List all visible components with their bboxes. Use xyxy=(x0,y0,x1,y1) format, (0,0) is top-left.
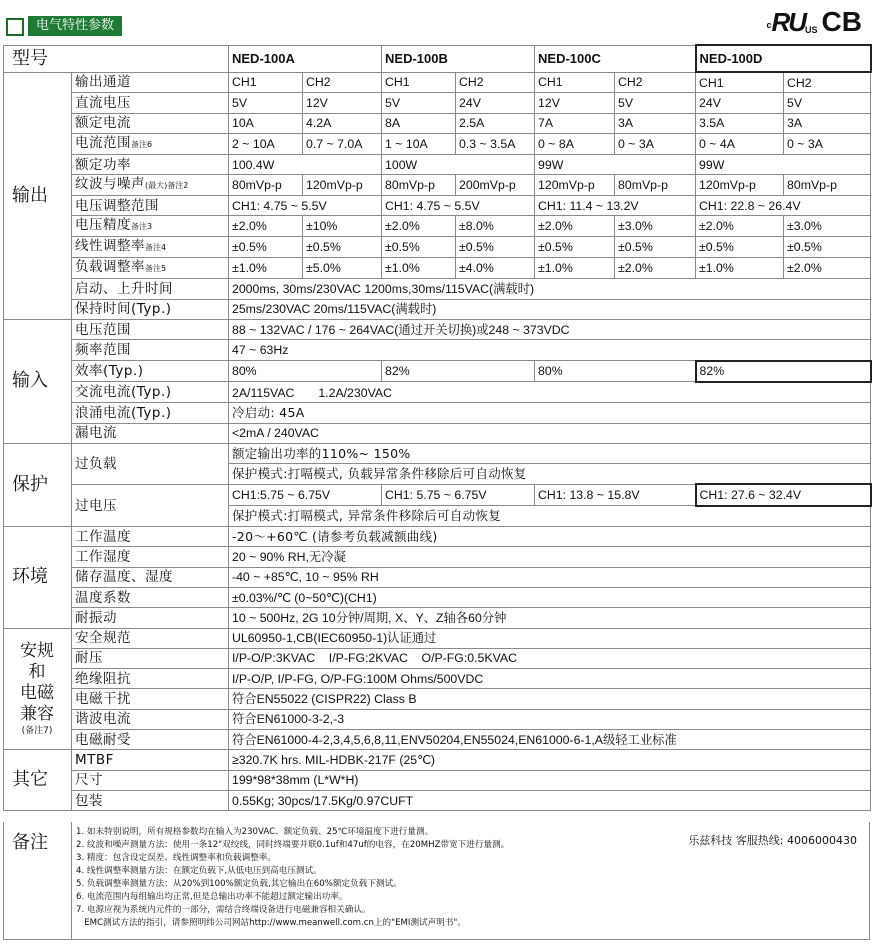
cell: ±0.5% xyxy=(535,237,615,258)
row-label: 尺寸 xyxy=(72,770,229,790)
row-label: 包装 xyxy=(72,790,229,810)
cell: 47 ~ 63Hz xyxy=(229,340,871,361)
table-row xyxy=(4,423,871,443)
table-row xyxy=(4,196,871,216)
row-label: 工作湿度 xyxy=(72,547,229,567)
cell: ±3.0% xyxy=(784,216,871,237)
row-label: 频率范围 xyxy=(72,340,229,361)
cell: 24V xyxy=(456,93,535,113)
table-row xyxy=(4,648,871,668)
cell: 80% xyxy=(535,361,696,382)
table-row xyxy=(4,175,871,196)
model-d: NED-100D xyxy=(696,45,871,72)
table-row xyxy=(4,527,871,547)
cell: 82% xyxy=(696,361,871,382)
table-row xyxy=(4,258,871,279)
cell: ≥320.7K hrs. MIL-HDBK-217F (25℃) xyxy=(229,750,871,770)
note-item: 6. 电流范围内每组输出均正常,但是总输出功率不能超过额定输出功率。 xyxy=(76,892,348,902)
label-text: 负载调整率 xyxy=(75,259,145,276)
cell: 符合EN61000-4-2,3,4,5,6,8,11,ENV50204,EN55024,EN61000-6-1,A级轻工业标准 xyxy=(229,730,871,750)
cell: 80mVp-p xyxy=(784,175,871,196)
note-item: 5. 负载调整率测量方法：从20%到100%额定负载,其它输出在60%额定负载下测试。 xyxy=(76,879,402,889)
cell: 0.55Kg; 30pcs/17.5Kg/0.97CUFT xyxy=(229,790,871,810)
cell: 12V xyxy=(303,93,382,113)
cell: CH1: 4.75 ~ 5.5V xyxy=(382,196,535,216)
cell: CH1: 5.75 ~ 6.75V xyxy=(382,484,535,505)
cell: ±2.0% xyxy=(784,258,871,279)
note-ref: 备注3 xyxy=(131,222,153,232)
cell: -40 ~ +85℃, 10 ~ 95% RH xyxy=(229,567,871,587)
cell: ±3.0% xyxy=(615,216,696,237)
cell: 3A xyxy=(615,113,696,133)
table-row xyxy=(4,113,871,133)
table-row xyxy=(4,403,871,423)
row-label: 安全规范 xyxy=(72,628,229,648)
table-row xyxy=(4,133,871,154)
section-title: 电气特性参数 xyxy=(28,16,122,36)
model-b: NED-100B xyxy=(382,45,535,72)
cell: ±0.5% xyxy=(696,237,784,258)
note-item: 2. 纹波和噪声测量方法：使用一条12"双绞线，同时终端要并联0.1uf和47uf的电容，在20MHZ带宽下进行量测。 xyxy=(76,840,510,850)
cell: 5V xyxy=(229,93,303,113)
cell: ±0.03%/℃ (0~50℃)(CH1) xyxy=(229,587,871,607)
model-c: NED-100C xyxy=(535,45,696,72)
cell: 99W xyxy=(535,154,696,174)
model-label: 型号 xyxy=(4,45,229,72)
cell: CH1 xyxy=(382,72,456,93)
table-row xyxy=(4,689,871,709)
cert-logos xyxy=(766,6,862,38)
table-row xyxy=(4,320,871,340)
cell: 2.5A xyxy=(456,113,535,133)
cat-safety-line: 安规 xyxy=(20,640,54,661)
table-row xyxy=(4,730,871,750)
cell: 7A xyxy=(535,113,615,133)
cb-logo: CB xyxy=(821,6,862,37)
cell: 10 ~ 500Hz, 2G 10分钟/周期, X、Y、Z轴各60分钟 xyxy=(229,608,871,628)
row-label: 浪涌电流(Typ.) xyxy=(72,403,229,423)
cell: 200mVp-p xyxy=(456,175,535,196)
cell: 100W xyxy=(382,154,535,174)
note-item: 4. 线性调整率测量方法：在额定负载下,从低电压到高电压测试。 xyxy=(76,866,322,876)
cell: 0.7 ~ 7.0A xyxy=(303,133,382,154)
cell: 2A/115VAC 1.2A/230VAC xyxy=(229,382,871,403)
row-label: 效率(Typ.) xyxy=(72,361,229,382)
table-row xyxy=(4,237,871,258)
cell: 120mVp-p xyxy=(303,175,382,196)
model-a: NED-100A xyxy=(229,45,382,72)
cell: CH1: 13.8 ~ 15.8V xyxy=(535,484,696,505)
cell: 3.5A xyxy=(696,113,784,133)
notes-list xyxy=(76,826,509,930)
cell: 12V xyxy=(535,93,615,113)
cell: 5V xyxy=(784,93,871,113)
cell: ±2.0% xyxy=(696,216,784,237)
ul-logo: RU xyxy=(771,7,806,37)
notes-section xyxy=(3,822,870,940)
row-label xyxy=(72,133,229,154)
row-label: 电压调整范围 xyxy=(72,196,229,216)
row-label: 输出通道 xyxy=(72,72,229,93)
cell: CH1:5.75 ~ 6.75V xyxy=(229,484,382,505)
cell: 120mVp-p xyxy=(696,175,784,196)
cell: ±0.5% xyxy=(229,237,303,258)
cell: ±1.0% xyxy=(382,258,456,279)
cell: ±0.5% xyxy=(456,237,535,258)
cell: 0 ~ 3A xyxy=(615,133,696,154)
cell: 10A xyxy=(229,113,303,133)
cat-notes: 备注 xyxy=(4,822,72,939)
cell: 符合EN61000-3-2,-3 xyxy=(229,709,871,729)
note-item: EMC测试方法的指引，请参照明纬公司网站http://www.meanwell.com.cn上的"EMI测试声明书"。 xyxy=(76,918,466,928)
table-row xyxy=(4,669,871,689)
cell: ±1.0% xyxy=(696,258,784,279)
cell: 0 ~ 4A xyxy=(696,133,784,154)
row-label xyxy=(72,175,229,196)
table-row xyxy=(4,567,871,587)
row-label xyxy=(72,237,229,258)
table-row xyxy=(4,216,871,237)
note-ref: (最大)备注2 xyxy=(145,181,189,191)
cell: 99W xyxy=(696,154,871,174)
cell: 82% xyxy=(382,361,535,382)
row-label: 耐压 xyxy=(72,648,229,668)
cell: CH1 xyxy=(535,72,615,93)
row-label: 过负载 xyxy=(72,443,229,484)
cell: CH2 xyxy=(784,72,871,93)
table-row xyxy=(4,361,871,382)
cell: ±0.5% xyxy=(382,237,456,258)
cell: CH2 xyxy=(456,72,535,93)
cell: 保护模式:打嗝模式, 负载异常条件移除后可自动恢复 xyxy=(229,464,871,485)
note-ref: 备注6 xyxy=(131,139,153,149)
cell: ±2.0% xyxy=(382,216,456,237)
cell: ±5.0% xyxy=(303,258,382,279)
row-label: 电压范围 xyxy=(72,320,229,340)
model-row xyxy=(4,45,871,72)
note-ref: 备注4 xyxy=(145,243,167,253)
cat-input: 输入 xyxy=(4,320,72,444)
section-header xyxy=(3,16,122,38)
row-label: 储存温度、湿度 xyxy=(72,567,229,587)
cell: ±0.5% xyxy=(303,237,382,258)
table-row xyxy=(4,587,871,607)
row-label: 电磁干扰 xyxy=(72,689,229,709)
cell: 120mVp-p xyxy=(535,175,615,196)
cell: ±0.5% xyxy=(784,237,871,258)
cell: 2 ~ 10A xyxy=(229,133,303,154)
cell: 25ms/230VAC 20ms/115VAC(满载时) xyxy=(229,299,871,319)
row-label: 谐波电流 xyxy=(72,709,229,729)
note-item: 3. 精度：包含设定误差、线性调整率和负载调整率。 xyxy=(76,853,276,863)
cell: 199*98*38mm (L*W*H) xyxy=(229,770,871,790)
table-row xyxy=(4,93,871,113)
table-row xyxy=(4,382,871,403)
cell: ±4.0% xyxy=(456,258,535,279)
cell: ±1.0% xyxy=(535,258,615,279)
table-row xyxy=(4,547,871,567)
cell: 8A xyxy=(382,113,456,133)
cell: 5V xyxy=(382,93,456,113)
label-text: 纹波与噪声 xyxy=(75,176,145,193)
cell: 100.4W xyxy=(229,154,382,174)
cell: ±1.0% xyxy=(229,258,303,279)
cell: 80mVp-p xyxy=(229,175,303,196)
note-item: 7. 电源应视为系统内元件的一部分，需结合终端设备进行电磁兼容相关确认。 xyxy=(76,905,371,915)
cell: 冷启动: 45A xyxy=(229,403,871,423)
cell: CH1 xyxy=(696,72,784,93)
row-label: MTBF xyxy=(72,750,229,770)
cert-us: US xyxy=(805,25,818,35)
cell: 24V xyxy=(696,93,784,113)
cell: CH1: 22.8 ~ 26.4V xyxy=(696,196,871,216)
spec-table xyxy=(3,44,872,811)
row-label: 额定电流 xyxy=(72,113,229,133)
cell: CH1 xyxy=(229,72,303,93)
cell: CH2 xyxy=(615,72,696,93)
label-text: 电压精度 xyxy=(75,217,131,234)
row-label xyxy=(72,216,229,237)
cat-output: 输出 xyxy=(4,72,72,320)
table-row xyxy=(4,340,871,361)
table-row xyxy=(4,72,871,93)
cat-safety-note: (备注7) xyxy=(21,725,53,736)
cat-protection: 保护 xyxy=(4,443,72,526)
table-row xyxy=(4,709,871,729)
cat-safety-line: 兼容 xyxy=(20,703,54,724)
table-row xyxy=(4,279,871,299)
cell: CH1: 27.6 ~ 32.4V xyxy=(696,484,871,505)
cell: UL60950-1,CB(IEC60950-1)认证通过 xyxy=(229,628,871,648)
cell: 3A xyxy=(784,113,871,133)
square-icon xyxy=(6,18,24,36)
table-row xyxy=(4,750,871,770)
label-text: 线性调整率 xyxy=(75,238,145,255)
row-label: 温度系数 xyxy=(72,587,229,607)
table-row xyxy=(4,790,871,810)
row-label: 过电压 xyxy=(72,484,229,526)
cell: ±0.5% xyxy=(615,237,696,258)
table-row xyxy=(4,628,871,648)
cat-other: 其它 xyxy=(4,750,72,811)
label-text: 电流范围 xyxy=(75,134,131,151)
table-row xyxy=(4,608,871,628)
cell: I/P-O/P:3KVAC I/P-FG:2KVAC O/P-FG:0.5KVAC xyxy=(229,648,871,668)
cell: 2000ms, 30ms/230VAC 1200ms,30ms/115VAC(满载时) xyxy=(229,279,871,299)
cell: ±2.0% xyxy=(615,258,696,279)
table-row xyxy=(4,443,871,463)
cell: 1 ~ 10A xyxy=(382,133,456,154)
row-label: 启动、上升时间 xyxy=(72,279,229,299)
cell: ±2.0% xyxy=(229,216,303,237)
row-label: 交流电流(Typ.) xyxy=(72,382,229,403)
row-label: 直流电压 xyxy=(72,93,229,113)
cell: 符合EN55022 (CISPR22) Class B xyxy=(229,689,871,709)
cat-safety xyxy=(4,628,72,750)
table-row xyxy=(4,299,871,319)
row-label: 电磁耐受 xyxy=(72,730,229,750)
cell: 80mVp-p xyxy=(382,175,456,196)
cell: 88 ~ 132VAC / 176 ~ 264VAC(通过开关切换)或248 ~ 373VDC xyxy=(229,320,871,340)
cell: CH2 xyxy=(303,72,382,93)
cert-c: c xyxy=(766,20,772,30)
cell: 4.2A xyxy=(303,113,382,133)
cell: <2mA / 240VAC xyxy=(229,423,871,443)
cat-safety-line: 电磁 xyxy=(20,682,54,703)
cell: 80% xyxy=(229,361,382,382)
row-label: 工作温度 xyxy=(72,527,229,547)
note-ref: 备注5 xyxy=(145,264,167,274)
table-row xyxy=(4,770,871,790)
cell: 80mVp-p xyxy=(615,175,696,196)
note-item: 1. 如未特别说明，所有规格参数均在输入为230VAC、额定负载、25℃环境温度下进行量测。 xyxy=(76,827,434,837)
cell: ±8.0% xyxy=(456,216,535,237)
hotline-text: 乐兹科技 客服热线: 4006000430 xyxy=(688,834,857,847)
cell: CH1: 11.4 ~ 13.2V xyxy=(535,196,696,216)
cell: -20～+60℃ (请参考负载减额曲线) xyxy=(229,527,871,547)
cell: 20 ~ 90% RH,无冷凝 xyxy=(229,547,871,567)
cat-safety-line: 和 xyxy=(28,661,46,682)
row-label: 绝缘阻抗 xyxy=(72,669,229,689)
row-label: 漏电流 xyxy=(72,423,229,443)
cell: ±10% xyxy=(303,216,382,237)
cell: 额定输出功率的110%~ 150% xyxy=(229,443,871,463)
row-label xyxy=(72,258,229,279)
cell: 0 ~ 8A xyxy=(535,133,615,154)
cell: 5V xyxy=(615,93,696,113)
table-row xyxy=(4,484,871,505)
cell: ±2.0% xyxy=(535,216,615,237)
cat-environment: 环境 xyxy=(4,527,72,628)
row-label: 额定功率 xyxy=(72,154,229,174)
cell: I/P-O/P, I/P-FG, O/P-FG:100M Ohms/500VDC xyxy=(229,669,871,689)
table-row xyxy=(4,154,871,174)
cell: 0.3 ~ 3.5A xyxy=(456,133,535,154)
cell: 0 ~ 3A xyxy=(784,133,871,154)
cell: CH1: 4.75 ~ 5.5V xyxy=(229,196,382,216)
cell: 保护模式:打嗝模式, 异常条件移除后可自动恢复 xyxy=(229,506,871,527)
row-label: 耐振动 xyxy=(72,608,229,628)
row-label: 保持时间(Typ.) xyxy=(72,299,229,319)
